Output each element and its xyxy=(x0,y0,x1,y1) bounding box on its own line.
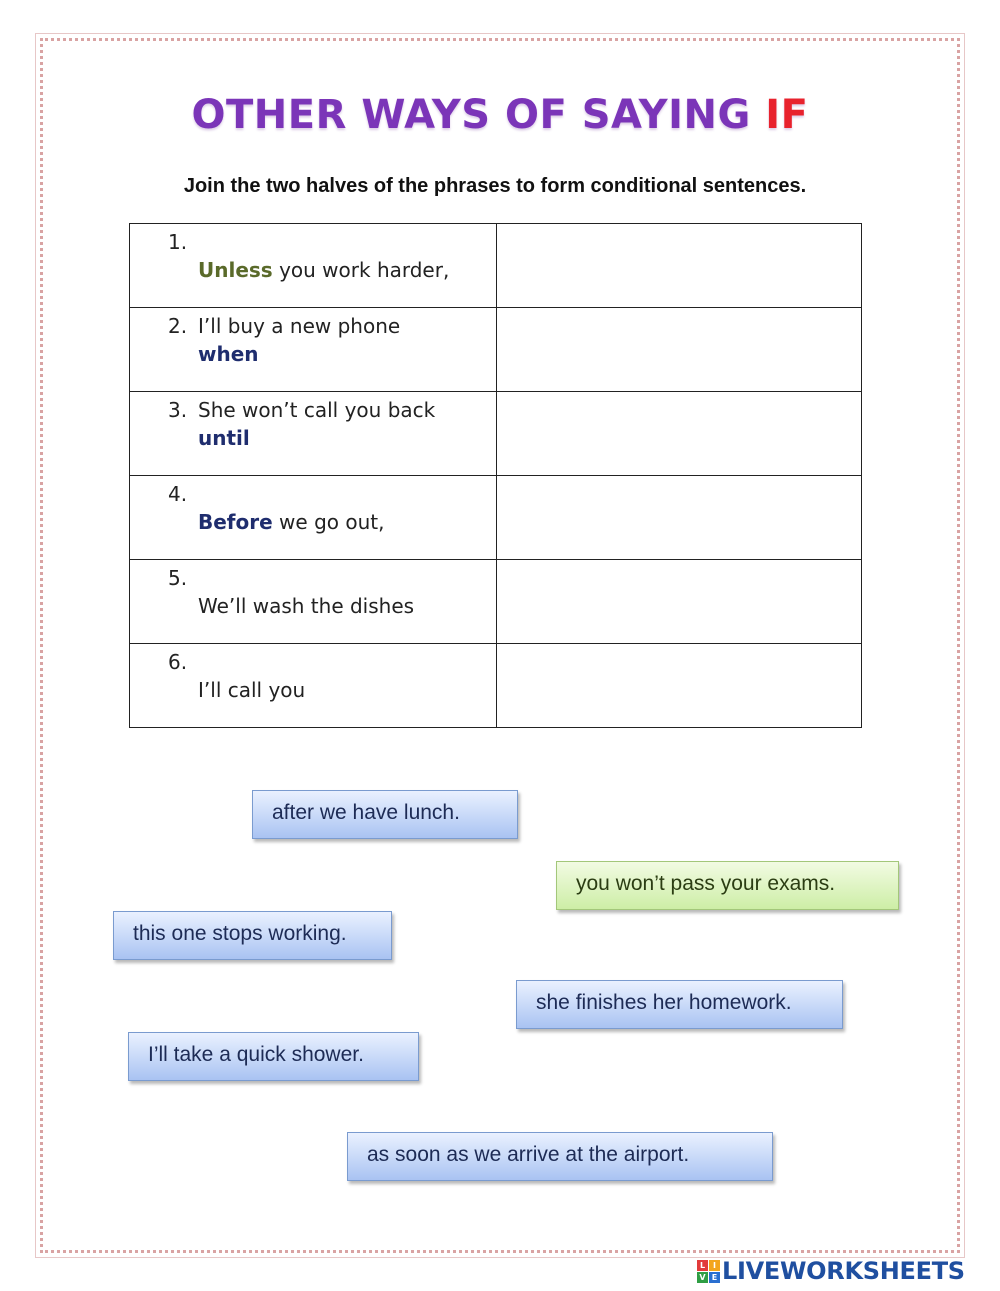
row-number: 3. xyxy=(168,398,188,422)
sentence-line-2 xyxy=(198,594,414,618)
table-row xyxy=(130,224,862,308)
table-row xyxy=(130,644,862,728)
sentence-line-1: She won’t call you back xyxy=(198,398,436,422)
answer-drop-zone[interactable] xyxy=(497,392,862,476)
sentence-text: I’ll call you xyxy=(198,678,306,702)
sentence-start-cell xyxy=(130,392,497,476)
answer-chip-2[interactable]: you won’t pass your exams. xyxy=(556,861,899,910)
sentence-text: you work harder, xyxy=(272,258,450,282)
sentence-line-2 xyxy=(198,342,259,366)
table-row xyxy=(130,476,862,560)
sentence-start-cell xyxy=(130,224,497,308)
instruction-text: Join the two halves of the phrases to form conditional sentences. xyxy=(183,175,807,197)
row-number: 1. xyxy=(168,230,188,254)
matching-table xyxy=(129,223,862,728)
sentence-line-1: I’ll buy a new phone xyxy=(198,314,401,338)
sentence-line-2 xyxy=(198,678,305,702)
sentence-line-2 xyxy=(198,258,449,282)
answer-drop-zone[interactable] xyxy=(497,224,862,308)
row-number: 2. xyxy=(168,314,188,338)
answer-chip-1[interactable]: after we have lunch. xyxy=(252,790,518,839)
sentence-line-2 xyxy=(198,426,250,450)
sentence-text: we go out, xyxy=(272,510,385,534)
conditional-keyword: until xyxy=(198,426,250,450)
answer-drop-zone[interactable] xyxy=(497,308,862,392)
sentence-start-cell xyxy=(130,560,497,644)
answer-chip-3[interactable]: this one stops working. xyxy=(113,911,392,960)
page-title xyxy=(0,92,1000,138)
sentence-start-cell xyxy=(130,476,497,560)
logo-mark-icon: L I V E xyxy=(697,1260,720,1283)
table-row xyxy=(130,560,862,644)
answer-drop-zone[interactable] xyxy=(497,560,862,644)
logo-text: LIVEWORKSHEETS xyxy=(722,1257,965,1285)
sentence-line-2 xyxy=(198,510,384,534)
sentence-text: We’ll wash the dishes xyxy=(198,594,415,618)
table-row xyxy=(130,308,862,392)
title-accent: IF xyxy=(765,92,809,138)
answer-drop-zone[interactable] xyxy=(497,476,862,560)
answer-chip-6[interactable]: as soon as we arrive at the airport. xyxy=(347,1132,773,1181)
conditional-keyword: Before xyxy=(198,510,273,534)
row-number: 5. xyxy=(168,566,188,590)
conditional-keyword: when xyxy=(198,342,259,366)
answer-chip-5[interactable]: I’ll take a quick shower. xyxy=(128,1032,419,1081)
conditional-keyword: Unless xyxy=(198,258,273,282)
liveworksheets-logo xyxy=(697,1258,965,1284)
sentence-start-cell xyxy=(130,644,497,728)
answer-chip-4[interactable]: she finishes her homework. xyxy=(516,980,843,1029)
table-row xyxy=(130,392,862,476)
row-number: 4. xyxy=(168,482,188,506)
sentence-start-cell xyxy=(130,308,497,392)
answer-drop-zone[interactable] xyxy=(497,644,862,728)
title-main: OTHER WAYS OF SAYING xyxy=(191,92,766,138)
row-number: 6. xyxy=(168,650,188,674)
